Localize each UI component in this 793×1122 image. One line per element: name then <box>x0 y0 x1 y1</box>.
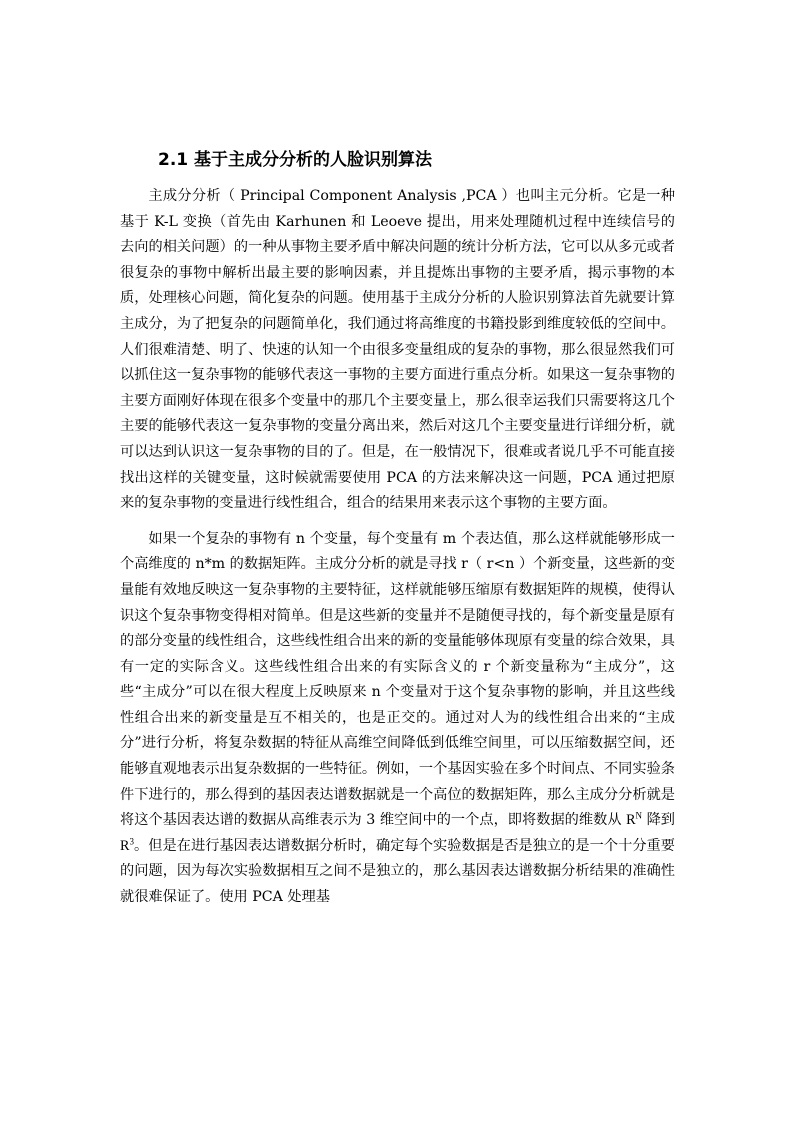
math-r-n-exponent: N <box>635 810 643 821</box>
math-r-3 <box>120 838 134 854</box>
paragraph-text-between-math: 降到 <box>642 812 675 829</box>
section-title: 2.1 基于主成分分析的人脸识别算法 <box>158 150 433 170</box>
math-r-3-exponent: 3 <box>129 836 134 847</box>
paragraph-pca-details <box>120 527 675 911</box>
document-page <box>120 148 675 911</box>
paragraph-pca-intro: 主成分分析（ Principal Component Analysis ,PCA ）也叫主元分析。它是一种基于 K-L 变换（首先由 Karhunen 和 Leoeve 提出，用来处理随机过程中连续信号的去向的相关问题）的一种从事物主要矛盾中解决问题的统计分析方法，它可以从多元或者很复杂的事物中解析出最主要的影响因素，并且提炼出事物的主要矛盾，揭示事物的本质，处理核心问题，简化复杂的问题。使用基于主成分分析的人脸识别算法首先就要计算主成分，为了把复杂的问题简单化，我们通过将高维度的书籍投影到维度较低的空间中。人们很难清楚、明了、快速的认知一个由很多变量组成的复杂的事物，那么很显然我们可以抓住这一复杂事物的能够代表这一事物的主要方面进行重点分析。如果这一复杂事物的主要方面刚好体现在很多个变量中的那几个主要变量上，那么很幸运我们只需要将这几个主要的能够代表这一复杂事物的变量分离出来，然后对这几个主要变量进行详细分析，就可以达到认识这一复杂事物的目的了。但是，在一般情况下，很难或者说几乎不可能直接找出这样的关键变量，这时候就需要使用 PCA 的方法来解决这一问题，PCA 通过把原来的复杂事物的变量进行线性组合，组合的结果用来表示这个事物的主要方面。 <box>120 188 675 512</box>
paragraph-text-before-math: 如果一个复杂的事物有 n 个变量，每个变量有 m 个表达值，那么这样就能够形成一个高维度的 n*m 的数据矩阵。主成分分析的就是寻找 r（ r<n ）个新变量，这些新的变量能有效地反映这一复杂事物的主要特征，这样就能够压缩原有数据矩阵的规模，使得认识这个复杂事物变得相对简单。但是这些新的变量并不是随便寻找的，每个新变量是原有的部分变量的线性组合，这些线性组合出来的新的变量能够体现原有变量的综合效果，具有一定的实际含义。这些线性组合出来的有实际含义的 r 个新变量称为“主成分”，这些“主成分”可以在很大程度上反映原来 n 个变量对于这个复杂事物的影响，并且这些线性组合出来的新变量是互不相关的，也是正交的。通过对人为的线性组合出来的“主成分”进行分析，将复杂数据的特征从高维空间降低到低维空间里，可以压缩数据空间，还能够直观地表示出复杂数据的一些特征。例如，一个基因实验在多个时间点、不同实验条件下进行的，那么得到的基因表达谱数据就是一个高位的数据矩阵，那么主成分分析就是将这个基因表达谱的数据从高维表示为 3 维空间中的一个点，即将数据的维数从 <box>120 530 676 829</box>
paragraph-text-after-math: 。但是在进行基因表达谱数据分析时，确定每个实验数据是否是独立的是一个十分重要的问题，因为每次实验数据相互之间不是独立的，那么基因表达谱数据分析结果的准确性就很难保证了。使用 PCA 处理基 <box>120 837 675 906</box>
math-r-n-base: R <box>626 812 636 829</box>
math-r-n <box>626 812 642 828</box>
math-r-3-base: R <box>120 837 130 854</box>
